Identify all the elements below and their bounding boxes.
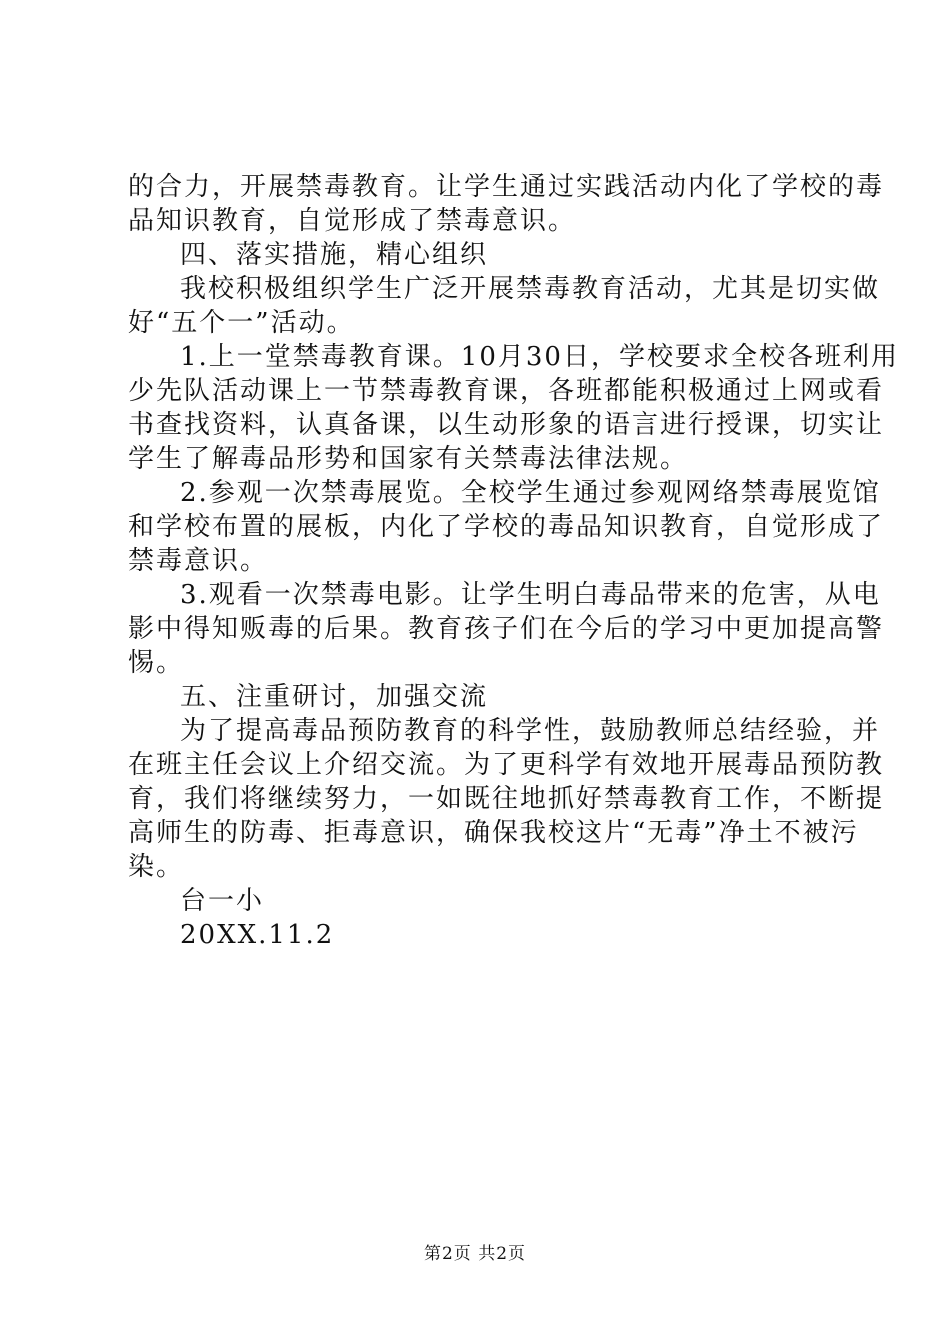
text-line: 2.参观一次禁毒展览。全校学生通过参观网络禁毒展览馆 <box>180 478 881 508</box>
text-line: 好“五个一”活动。 <box>128 308 355 338</box>
text-line: 和学校布置的展板，内化了学校的毒品知识教育，自觉形成了 <box>128 512 885 542</box>
text-line: 染。 <box>128 852 185 882</box>
text-line: 1.上一堂禁毒教育课。10月30日，学校要求全校各班利用 <box>180 342 899 372</box>
text-line: 影中得知贩毒的后果。教育孩子们在今后的学习中更加提高警 <box>128 614 885 644</box>
text-line: 高师生的防毒、拒毒意识，确保我校这片“无毒”净土不被污 <box>128 818 859 848</box>
text-line: 在班主任会议上介绍交流。为了更科学有效地开展毒品预防教 <box>128 750 885 780</box>
document-body <box>128 170 899 952</box>
text-line: 育，我们将继续努力，一如既往地抓好禁毒教育工作，不断提 <box>128 784 885 814</box>
page-number-footer: 第2页 共2页 <box>423 1244 527 1264</box>
signature-date: 20XX.11.2 <box>180 920 335 950</box>
text-line: 书查找资料，认真备课，以生动形象的语言进行授课，切实让 <box>128 410 885 440</box>
text-line: 我校积极组织学生广泛开展禁毒教育活动，尤其是切实做 <box>180 274 881 304</box>
text-line: 为了提高毒品预防教育的科学性，鼓励教师总结经验，并 <box>180 716 881 746</box>
text-line: 少先队活动课上一节禁毒教育课，各班都能积极通过上网或看 <box>128 376 885 406</box>
section-heading: 五、注重研讨，加强交流 <box>180 682 489 712</box>
text-line: 的合力，开展禁毒教育。让学生通过实践活动内化了学校的毒 <box>128 172 885 202</box>
section-heading: 四、落实措施，精心组织 <box>180 240 489 270</box>
text-line: 3.观看一次禁毒电影。让学生明白毒品带来的危害，从电 <box>180 580 881 610</box>
text-line: 禁毒意识。 <box>128 546 269 576</box>
signature-school: 台一小 <box>180 886 265 916</box>
text-line: 学生了解毒品形势和国家有关禁毒法律法规。 <box>128 444 689 474</box>
text-line: 品知识教育，自觉形成了禁毒意识。 <box>128 206 577 236</box>
text-line: 惕。 <box>128 648 185 678</box>
